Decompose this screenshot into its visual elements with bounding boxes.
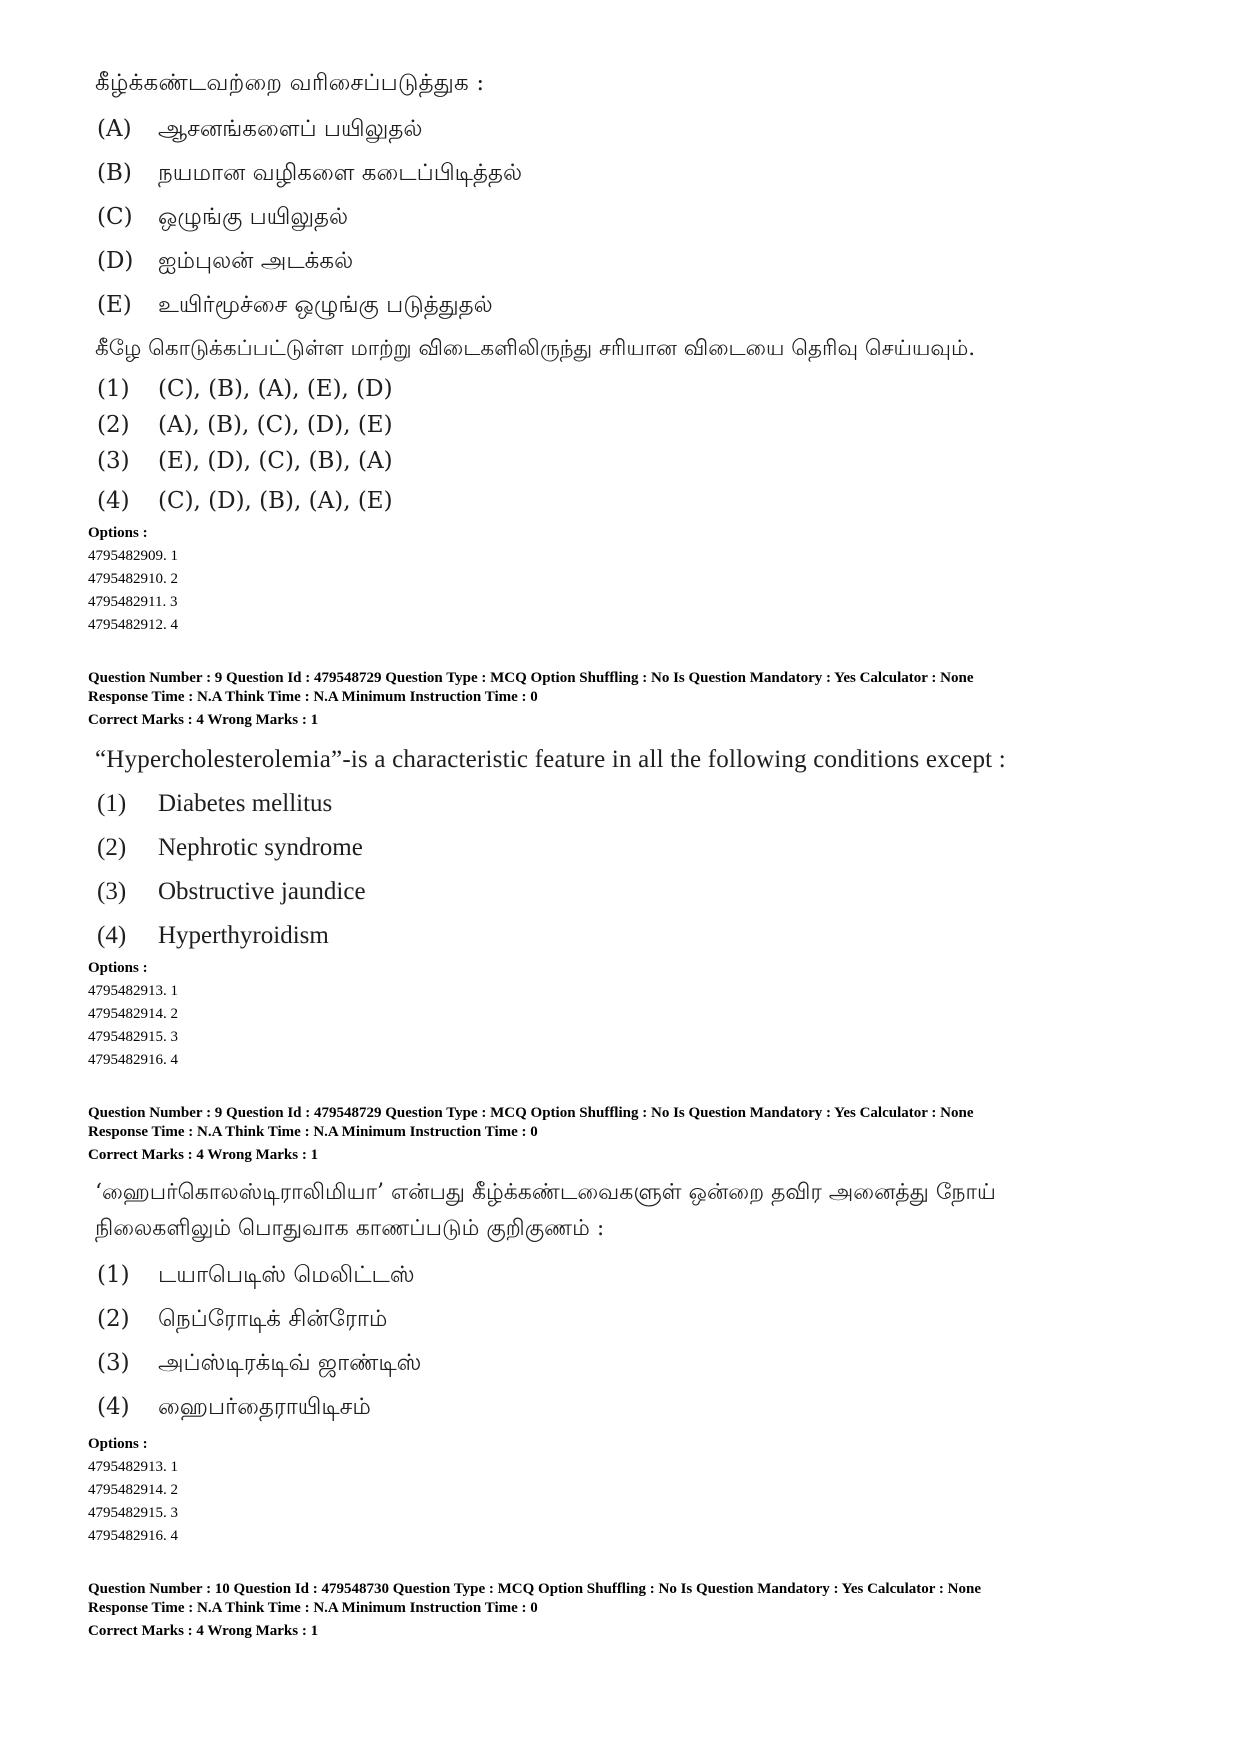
option-id-row: 4795482911. 3 xyxy=(88,594,178,610)
choice-label: (4) xyxy=(97,922,127,949)
option-id-row: 4795482914. 2 xyxy=(88,1482,178,1498)
choice-label: (1) xyxy=(97,1262,130,1288)
choice-text: (A), (B), (C), (D), (E) xyxy=(158,412,393,438)
question-text: கீழ்க்கண்டவற்றை வரிசைப்படுத்துக : xyxy=(95,70,485,96)
statement-label: (D) xyxy=(97,248,134,274)
option-id-row: 4795482915. 3 xyxy=(88,1505,178,1521)
question-meta-line: Question Number : 10 Question Id : 479548730 Question Type : MCQ Option Shuffling : No Is Question Mandatory : Yes Calculator : None xyxy=(88,1581,981,1597)
choice-label: (2) xyxy=(97,834,127,861)
statement-label: (A) xyxy=(97,116,132,142)
option-id-row: 4795482913. 1 xyxy=(88,983,178,999)
question-text: நிலைகளிலும் பொதுவாக காணப்படும் குறிகுணம் : xyxy=(95,1216,605,1241)
choice-label: (2) xyxy=(97,1306,130,1332)
choice-label: (1) xyxy=(97,376,130,402)
choice-label: (2) xyxy=(97,412,130,438)
options-heading: Options : xyxy=(88,525,148,541)
question-meta-line: Correct Marks : 4 Wrong Marks : 1 xyxy=(88,1147,319,1163)
question-meta-line: Response Time : N.A Think Time : N.A Minimum Instruction Time : 0 xyxy=(88,1600,538,1616)
choice-text: Obstructive jaundice xyxy=(158,878,366,905)
statement-label: (B) xyxy=(97,160,132,186)
option-id-row: 4795482909. 1 xyxy=(88,548,178,564)
statement-text: ஆசனங்களைப் பயிலுதல் xyxy=(158,116,423,142)
statement-text: ஒழுங்கு பயிலுதல் xyxy=(158,204,349,230)
question-meta-line: Correct Marks : 4 Wrong Marks : 1 xyxy=(88,712,319,728)
statement-label: (E) xyxy=(97,292,132,318)
choice-text: நெப்ரோடிக் சின்ரோம் xyxy=(158,1306,388,1332)
choice-label: (3) xyxy=(97,1350,130,1376)
question-meta-line: Question Number : 9 Question Id : 479548729 Question Type : MCQ Option Shuffling : No Is Question Mandatory : Yes Calculator : None xyxy=(88,670,974,686)
statement-text: நயமான வழிகளை கடைப்பிடித்தல் xyxy=(158,160,523,186)
question-meta-line: Question Number : 9 Question Id : 479548729 Question Type : MCQ Option Shuffling : No Is Question Mandatory : Yes Calculator : None xyxy=(88,1105,974,1121)
statement-text: ஐம்புலன் அடக்கல் xyxy=(158,248,354,274)
choice-text: ஹைபர்தைராயிடிசம் xyxy=(158,1394,371,1420)
option-id-row: 4795482916. 4 xyxy=(88,1052,178,1068)
question-text: ‘ஹைபர்கொலஸ்டிராலிமியா’ என்பது கீழ்க்கண்டவைகளுள் ஒன்றை தவிர அனைத்து நோய் xyxy=(95,1180,996,1205)
choice-label: (3) xyxy=(97,878,127,905)
instruction-text: கீழே கொடுக்கப்பட்டுள்ள மாற்று விடைகளிலிருந்து சரியான விடையை தெரிவு செய்யவும். xyxy=(95,336,976,361)
choice-text: Hyperthyroidism xyxy=(158,922,329,949)
options-heading: Options : xyxy=(88,1436,148,1452)
choice-text: Nephrotic syndrome xyxy=(158,834,363,861)
option-id-row: 4795482912. 4 xyxy=(88,617,178,633)
choice-text: (C), (B), (A), (E), (D) xyxy=(158,376,393,402)
question-meta-line: Response Time : N.A Think Time : N.A Minimum Instruction Time : 0 xyxy=(88,689,538,705)
option-id-row: 4795482914. 2 xyxy=(88,1006,178,1022)
choice-text: டயாபெடிஸ் மெலிட்டஸ் xyxy=(158,1262,415,1288)
option-id-row: 4795482910. 2 xyxy=(88,571,178,587)
question-text: “Hypercholesterolemia”-is a characteristic feature in all the following conditions except : xyxy=(95,746,1006,773)
question-meta-line: Response Time : N.A Think Time : N.A Minimum Instruction Time : 0 xyxy=(88,1124,538,1140)
option-id-row: 4795482916. 4 xyxy=(88,1528,178,1544)
choice-text: (E), (D), (C), (B), (A) xyxy=(158,448,393,474)
option-id-row: 4795482915. 3 xyxy=(88,1029,178,1045)
question-meta-line: Correct Marks : 4 Wrong Marks : 1 xyxy=(88,1623,319,1639)
option-id-row: 4795482913. 1 xyxy=(88,1459,178,1475)
choice-label: (1) xyxy=(97,790,127,817)
options-heading: Options : xyxy=(88,960,148,976)
choice-text: Diabetes mellitus xyxy=(158,790,333,817)
statement-text: உயிர்மூச்சை ஒழுங்கு படுத்துதல் xyxy=(158,292,493,318)
choice-text: அப்ஸ்டிரக்டிவ் ஜாண்டிஸ் xyxy=(158,1350,422,1376)
choice-label: (3) xyxy=(97,448,130,474)
choice-text: (C), (D), (B), (A), (E) xyxy=(158,488,393,514)
statement-label: (C) xyxy=(97,204,133,230)
choice-label: (4) xyxy=(97,1394,130,1420)
choice-label: (4) xyxy=(97,488,130,514)
